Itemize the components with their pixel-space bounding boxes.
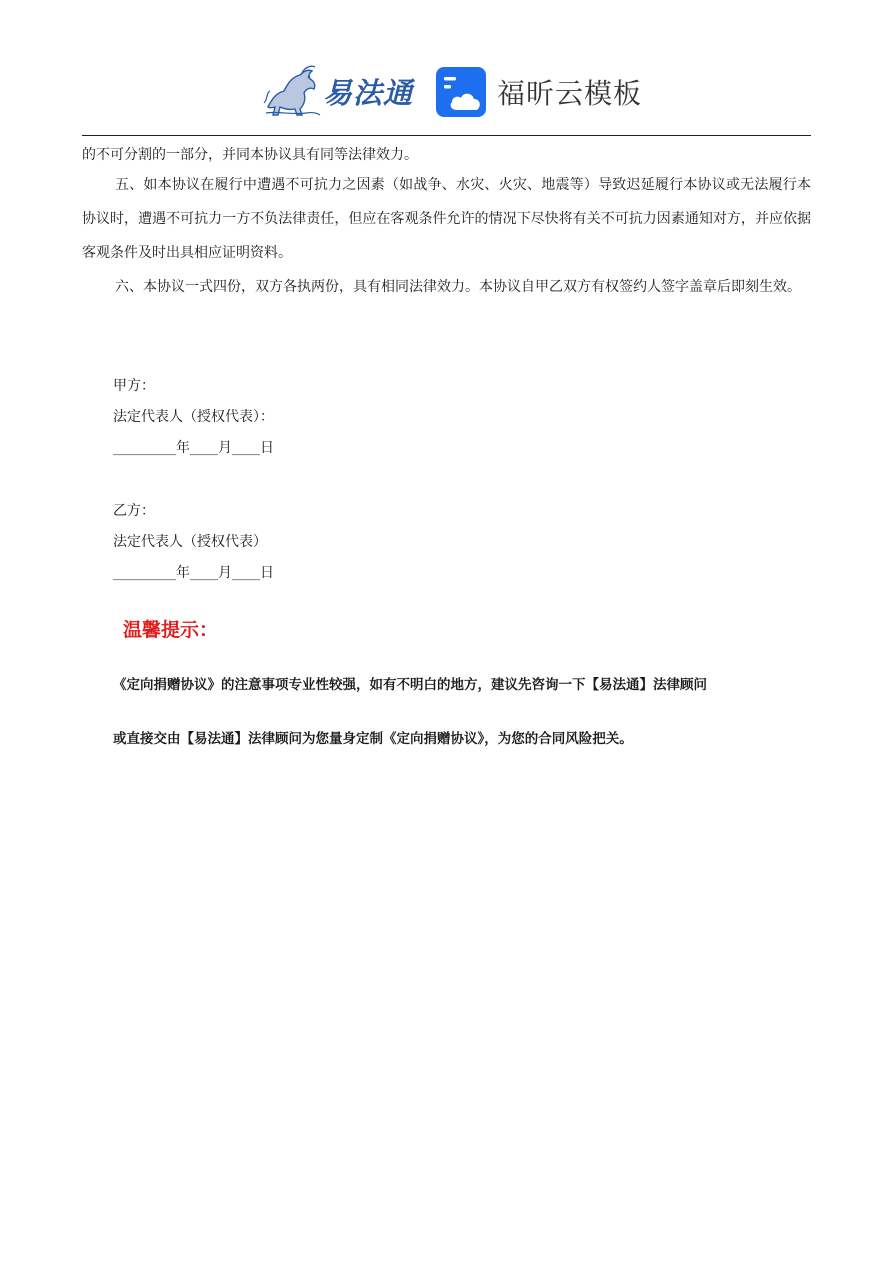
tip-text-line-1: 《定向捐赠协议》的注意事项专业性较强，如有不明白的地方，建议先咨询一下【易法通】法律顾问 <box>113 677 707 693</box>
paragraph-force-majeure: 五、如本协议在履行中遭遇不可抗力之因素（如战争、水灾、火灾、地震等）导致迟延履行本协议或无法履行本协议时，遭遇不可抗力一方不负法律责任，但应在客观条件允许的情况下尽快将有关不可抗力因素通知对方，并应依据客观条件及时出具相应证明资料。 <box>82 177 811 261</box>
party-a-label: 甲方： <box>113 378 155 394</box>
qilin-emblem-icon <box>262 63 322 119</box>
tip-text-line-2: 或直接交由【易法通】法律顾问为您量身定制《定向捐赠协议》，为您的合同风险把关。 <box>113 731 633 747</box>
party-b-label: 乙方： <box>113 503 155 519</box>
paragraph-continuation: 的不可分割的一部分，并同本协议具有同等法律效力。 <box>82 147 418 163</box>
party-a-date-line: _________年____月____日 <box>113 440 274 456</box>
page-header <box>0 56 893 126</box>
paragraph-copies-effect: 六、本协议一式四份，双方各执两份，具有相同法律效力。本协议自甲乙双方有权签约人签字盖章后即刻生效。 <box>115 279 801 295</box>
foxit-cloud-template-wordmark: 福昕云模板 <box>497 77 643 110</box>
party-a-representative-label: 法定代表人（授权代表）： <box>113 409 274 425</box>
cloud-document-icon <box>435 66 487 118</box>
yifatong-wordmark: 易法通 <box>323 75 414 110</box>
yifatong-logo <box>262 62 413 120</box>
party-b-representative-label: 法定代表人（授权代表） <box>113 534 267 550</box>
header-divider <box>82 135 811 136</box>
foxit-cloud-template-logo <box>435 64 642 120</box>
party-b-date-line: _________年____月____日 <box>113 565 274 581</box>
tip-heading: 温馨提示： <box>123 619 219 641</box>
